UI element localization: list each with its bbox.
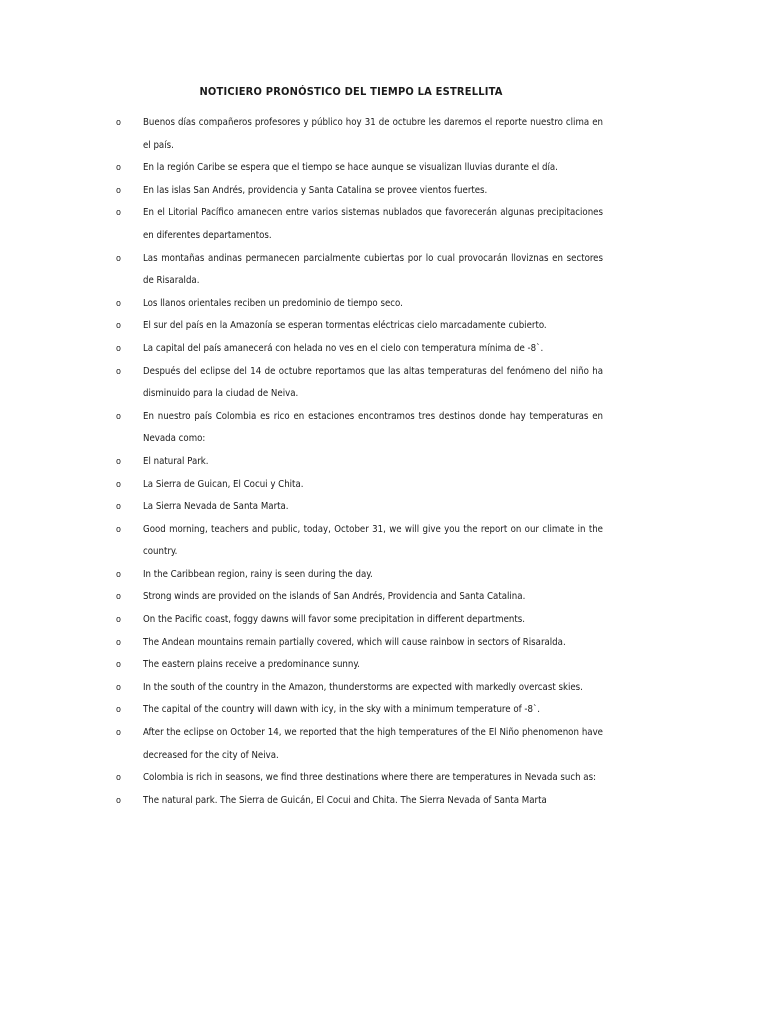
list-item-text: La Sierra Nevada de Santa Marta. xyxy=(143,501,289,513)
bullet-circle-icon: o xyxy=(116,298,121,309)
bullet-list xyxy=(0,112,768,812)
list-item xyxy=(0,790,603,813)
list-item-text: Strong winds are provided on the islands of San Andrés, Providencia and Santa Catalina. xyxy=(143,591,526,603)
list-item-text: After the eclipse on October 14, we reported that the high temperatures of the El Niño phenomenon have decreased for the city of Neiva. xyxy=(143,727,603,761)
list-item-text: The Andean mountains remain partially covered, which will cause rainbow in sectors of Risaralda. xyxy=(143,636,566,648)
list-item xyxy=(0,586,603,609)
list-item-text: El sur del país en la Amazonía se esperan tormentas eléctricas cielo marcadamente cubierto. xyxy=(143,320,547,332)
list-item-text: En las islas San Andrés, providencia y Santa Catalina se provee vientos fuertes. xyxy=(143,184,488,196)
bullet-circle-icon: o xyxy=(116,411,121,422)
bullet-circle-icon: o xyxy=(116,637,121,648)
list-item xyxy=(0,451,603,474)
list-item-text: The capital of the country will dawn with icy, in the sky with a minimum temperature of -8`. xyxy=(143,704,541,716)
list-item-text: Los llanos orientales reciben un predominio de tiempo seco. xyxy=(143,297,403,309)
list-item-text: Good morning, teachers and public, today, October 31, we will give you the report on our climate in the country. xyxy=(143,523,603,558)
list-item-text: La Sierra de Guican, El Cocui y Chita. xyxy=(143,478,304,490)
list-item xyxy=(0,699,603,722)
bullet-circle-icon: o xyxy=(116,569,121,580)
bullet-circle-icon: o xyxy=(116,615,121,626)
list-item xyxy=(0,180,603,203)
list-item xyxy=(0,609,603,632)
list-item xyxy=(0,767,603,790)
bullet-circle-icon: o xyxy=(116,682,121,693)
list-item xyxy=(0,157,603,180)
list-item xyxy=(0,677,603,700)
list-item-text: Buenos días compañeros profesores y público hoy 31 de octubre les daremos el reporte nuestro clima en el país. xyxy=(143,117,603,151)
bullet-circle-icon: o xyxy=(116,795,121,806)
list-item-text: En nuestro país Colombia es rico en estaciones encontramos tres destinos donde hay temperaturas en Nevada como: xyxy=(143,410,603,445)
bullet-circle-icon: o xyxy=(116,502,121,513)
list-item-text: The natural park. The Sierra de Guicán, El Cocui and Chita. The Sierra Nevada of Santa Marta xyxy=(143,794,547,806)
bullet-circle-icon: o xyxy=(116,343,121,354)
list-item-text: El natural Park. xyxy=(143,455,209,467)
list-item xyxy=(0,519,603,564)
bullet-circle-icon: o xyxy=(116,208,121,219)
list-item xyxy=(0,293,603,316)
list-item-text: In the Caribbean region, rainy is seen during the day. xyxy=(143,568,373,580)
list-item xyxy=(0,248,603,293)
bullet-circle-icon: o xyxy=(116,366,121,377)
list-item xyxy=(0,722,603,767)
list-item xyxy=(0,654,603,677)
list-item xyxy=(0,338,603,361)
list-item xyxy=(0,112,603,157)
bullet-circle-icon: o xyxy=(116,118,121,128)
list-item xyxy=(0,315,603,338)
list-item-text: In the south of the country in the Amazon, thunderstorms are expected with markedly overcast skies. xyxy=(143,681,583,693)
list-item-text: La capital del país amanecerá con helada no ves en el cielo con temperatura mínima de -8`. xyxy=(143,342,544,354)
bullet-circle-icon: o xyxy=(116,163,121,174)
list-item xyxy=(0,361,603,406)
list-item-text: Después del eclipse del 14 de octubre reportamos que las altas temperaturas del fenómeno del niño ha disminuido para la ciudad de Neiva. xyxy=(143,365,603,400)
bullet-circle-icon: o xyxy=(116,185,121,196)
list-item-text: En la región Caribe se espera que el tiempo se hace aunque se visualizan lluvias durante el día. xyxy=(143,162,558,174)
list-item xyxy=(0,496,603,519)
bullet-circle-icon: o xyxy=(116,253,121,264)
bullet-circle-icon: o xyxy=(116,660,121,671)
list-item-text: En el Litorial Pacífico amanecen entre varios sistemas nublados que favorecerán algunas precipitaciones en diferentes departamentos. xyxy=(143,207,603,241)
bullet-circle-icon: o xyxy=(116,524,121,535)
list-item xyxy=(0,632,603,655)
document-title: NOTICIERO PRONÓSTICO DEL TIEMPO LA ESTRELLITA xyxy=(199,85,503,98)
bullet-circle-icon: o xyxy=(116,705,121,716)
list-item xyxy=(0,406,603,451)
list-item-text: On the Pacific coast, foggy dawns will favor some precipitation in different departments. xyxy=(143,614,525,626)
bullet-circle-icon: o xyxy=(116,728,121,739)
bullet-circle-icon: o xyxy=(116,479,121,490)
list-item xyxy=(0,202,603,247)
list-item-text: Las montañas andinas permanecen parcialmente cubiertas por lo cual provocarán lloviznas en sectores de Risaralda. xyxy=(143,252,603,287)
list-item-text: The eastern plains receive a predominance sunny. xyxy=(143,659,360,671)
list-item xyxy=(0,474,603,497)
bullet-circle-icon: o xyxy=(116,321,121,332)
bullet-circle-icon: o xyxy=(116,456,121,467)
list-item-text: Colombia is rich in seasons, we find three destinations where there are temperatures in Nevada such as: xyxy=(143,772,597,784)
bullet-circle-icon: o xyxy=(116,592,121,603)
list-item xyxy=(0,564,603,587)
bullet-circle-icon: o xyxy=(116,773,121,784)
